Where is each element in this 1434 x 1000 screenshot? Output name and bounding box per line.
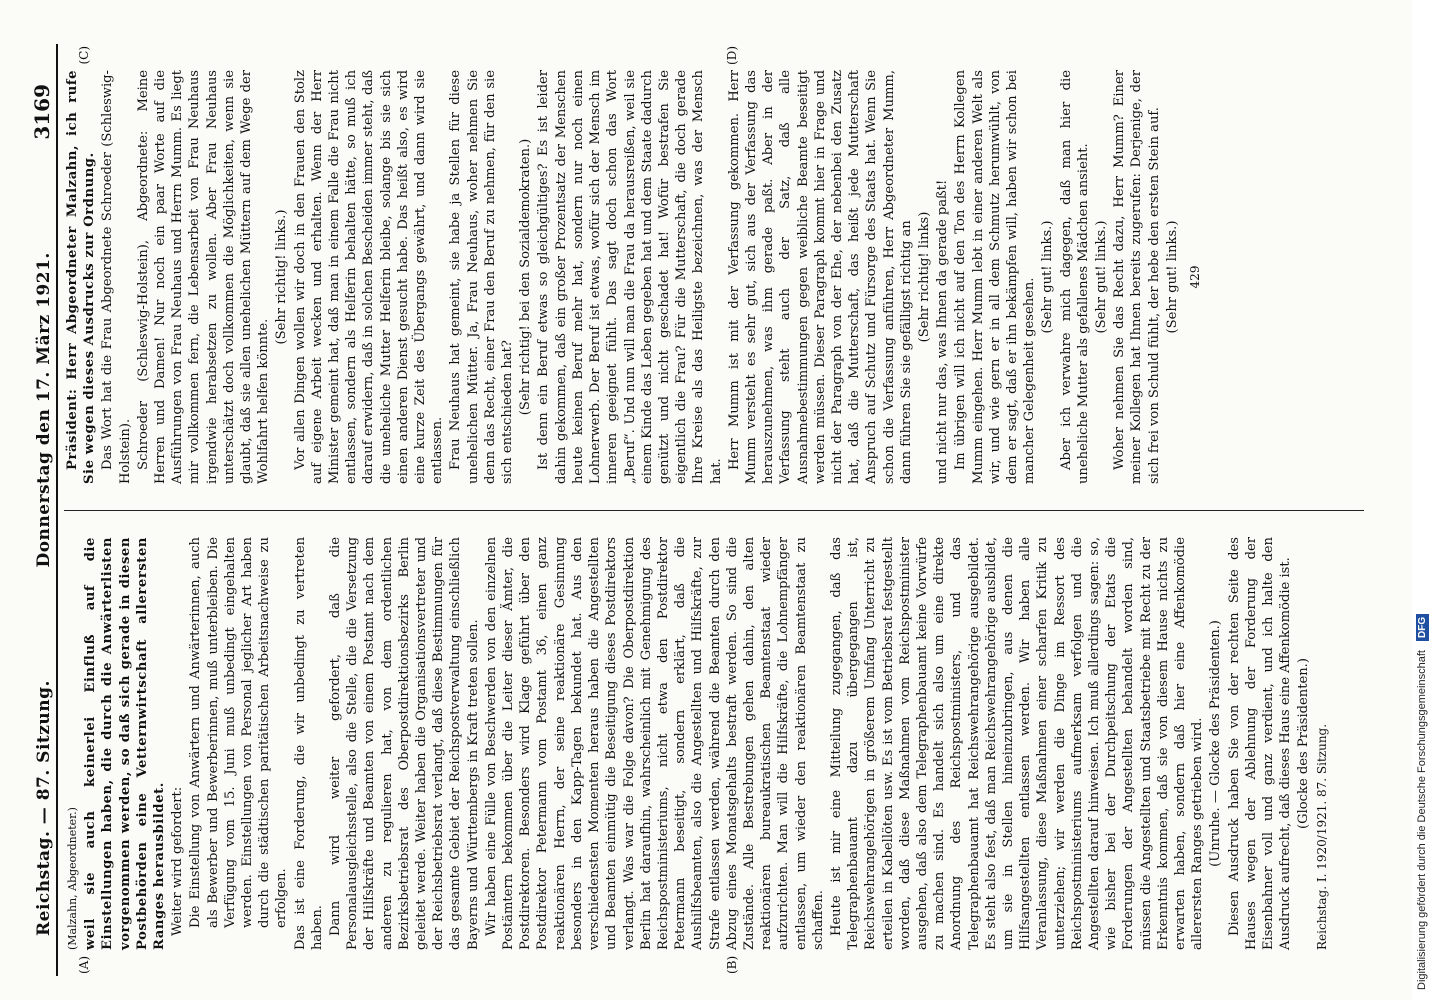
left-paragraph: Heute ist mir eine Mitteilung zugegangen, daß das Telegraphenbauamt dazu übergegangen ist, Reichswehrangehörigen in größerem Umfang Unterricht zu erteilen in Kabellöten usw. Es ist vom Betriebsrat festgestellt worden, daß diese Maßnahmen vom Reichspostminister ausgehen, daß also dem Telegraphenbauamt keine Vorwürfe zu machen sind. Es handelt sich also um eine direkte Anordnung des Reichspostministers, und das Telegraphenbauamt hat Reichswehrangehörige ausgebildet. Es steht also fest, daß man Reichswehrangehörige ausbildet, um sie in Stellen hineinzubringen, aus denen die Hilfsangestellten entlassen werden. Wir haben alle Veranlassung, diese Maßnahmen einer scharfen Kritik zu unterziehen; wir werden die Dinge im Ressort des Reichspostministeriums aufmerksam verfolgen und die Angestellten darauf hinweisen. Ich muß allerdings sagen: so, wie bisher bei der Durchpeitschung der Etats die Forderungen der Angestellten behandelt worden sind, müssen die Angestellten und Staatsbetriebe mit Recht zu der Erkenntnis kommen, daß sie von diesem Hause nichts zu erwarten haben, sondern daß hier eine Affenkomödie allerersten Ranges getrieben wird. [828, 537, 1206, 950]
speaker-line: (Malzahn, Abgeordneter.) [66, 807, 79, 950]
right-paragraph: Aber ich verwahre mich dagegen, daß man hier die uneheliche Mutter als gefallenes Mädchen ansieht. [1058, 70, 1091, 484]
left-paragraph: Die Einstellung von Anwärtern und Anwärterinnen, auch als Bewerber und Bewerberinnen, muß unterbleiben. Die Verfügung vom 15. Juni muß unbedingt eingehalten werden. Einstellungen von Personal jeglicher Art haben durch die städtischen paritätischen Arbeitsnachweise zu erfolgen. [188, 537, 290, 928]
digitization-credit [1412, 0, 1434, 1000]
right-paragraph: Im übrigen will ich nicht auf den Ton des Herrn Kollegen Mumm eingehen. Herr Mumm lebt in einer anderen Welt als wir, und wie gern er in all dem Schmutz herumwühlt, von dem er sagt, daß er ihn bekämpfen will, haben wir schon bei mancher Gelegenheit gesehen. [953, 70, 1038, 484]
right-paragraph: Ist denn ein Beruf etwas so gleichgültiges? Es ist leider dahin gekommen, daß ein großer Prozentsatz der Menschen heute keinen Beruf mehr hat, sondern nur noch einen Lohnerwerb. Der Beruf ist etwas, wofür sich der Mensch im inneren geeignet fühlt. Das sagt doch schon das Wort „Beruf“. Und nun will man die Frau da herausreißen, weil sie einem Kinde das Leben gegeben hat und dem Staate dadurch genützt und nicht geschadet hat! Wofür bestrafen Sie eigentlich die Frau? Für die Mutterschaft, die doch gerade Ihre Kreise als das Heiligste bezeichnen, was der Mensch hat. [536, 70, 724, 484]
dfg-logo: DFG [1416, 614, 1429, 641]
right-column [64, 44, 1364, 510]
left-paragraph: Wir haben eine Fülle von Beschwerden von den einzelnen Postämtern bekommen über die Leiter dieser Ämter, die Postdirektoren. Besonders wird Klage geführt über den Postdirektor Petermann vom Postamt 36, einen ganz reaktionären Herrn, der seine reaktionäre Gesinnung besonders in den Kapp-Tagen bekundet hat. Aus den verschiedensten Momenten heraus haben die Angestellten und Beamten einmütig die Beseitigung dieses Postdirektors verlangt. Was war die Folge davon? Die Oberpostdirektion Berlin hat daraufhin, wahrscheinlich mit Genehmigung des Reichspostministeriums, nicht etwa den Postdirektor Petermann beseitigt, sondern erklärt, daß die Aushilfsbeamten, also die Angestellten und Hilfskräfte, zur Strafe entlassen werden, während die Beamten durch den Abzug eines Monatsgehalts bestraft werden. So sind die Zustände. Alle Bestrebungen gehen dahin, den alten reaktionären bureaukratischen Beamtenstaat wieder aufzurichten. Man will die Hilfskräfte, die Lohnempfänger entlassen, um wieder den reaktionären Beamtenstaat zu schaffen. [483, 537, 826, 950]
interjection: (Sehr richtig! links.) [274, 209, 290, 345]
header-left: Reichstag. — 87. Sitzung. [34, 680, 54, 936]
right-paragraph: Frau Neuhaus hat gemeint, sie habe ja Stellen für diese unehelichen Mütter. Ja, Frau Neuhaus, woher nehmen Sie denn das Recht, einer Frau den Beruf zu nehmen, für den sie sich entschieden hat? [448, 70, 516, 484]
page-signature: 429 [1188, 265, 1202, 289]
interjection: (Glocke des Präsidenten.) [1296, 658, 1312, 829]
rotated-page-content [14, 30, 1394, 990]
page-header [24, 44, 58, 976]
margin-mark-a: (A) [77, 955, 91, 974]
right-paragraph: Vor allen Dingen wollen wir doch in den Frauen den Stolz auf eigene Arbeit wecken und erhalten. Wenn der Herr Minister gemeint hat, daß man in einem Falle die Frau nicht entlassen, sondern als Helferin behalten hätte, so muß ich darauf erwidern, daß in solchen Bescheiden immer steht, daß die uneheliche Mutter Helferin bleibe, solange bis sie sich einen anderen Dienst gesucht habe. Das heißt also, es wird eine kurze Zeit des Übergangs gewährt, und dann wird sie entlassen. [292, 70, 446, 484]
right-paragraph: Herr Mumm ist mit der Verfassung gekommen. Herr Mumm versteht es sehr gut, sich aus der Verfassung das herauszunehmen, was ihm gerade paßt. Aber in der Verfassung steht auch der Satz, daß alle Ausnahmebestimmungen gegen weibliche Beamte beseitigt werden müssen. Dieser Paragraph kommt hier in Frage und nicht der Paragraph von der Ehe, der nebenbei den Zusatz hat, daß die Mutterschaft, das heißt jede Mutterschaft Anspruch auf Schutz und Fürsorge des Staats hat. Wenn Sie schon die Verfassung anführen, Herr Abgeordneter Mumm, dann führen Sie sie gefälligst richtig an [726, 70, 914, 484]
right-paragraph: Das Wort hat die Frau Abgeordnete Schroeder (Schleswig-Holstein). [100, 70, 133, 484]
interjection: (Sehr gut! links.) [1093, 220, 1109, 334]
page-number: 3169 [30, 84, 54, 140]
interjection: (Sehr richtig! bei den Sozialdemokraten.) [518, 138, 534, 416]
left-paragraph: Diesen Ausdruck haben Sie von der rechten Seite des Hauses wegen der Ablehnung der Forderung der Eisenbahner voll und ganz verdient, und ich halte den Ausdruck aufrecht, daß dieses Haus eine Affenkomödie ist. [1226, 537, 1294, 950]
margin-mark-b: (B) [725, 955, 739, 974]
left-paragraph: Das ist eine Forderung, die wir unbedingt zu vertreten haben. [292, 537, 325, 950]
margin-mark-d: (D) [725, 46, 739, 65]
left-paragraph: Dann wird weiter gefordert, daß die Personalausgleichsstelle, also die Stelle, die die Versetzung der Hilfskräfte und Beamten von einem Postamt nach dem anderen zu regulieren hat, von dem ordentlichen Bezirksbetriebsrat des Oberpostdirektionsbezirks Berlin geleitet werde. Weiter haben die Organisationsvertreter und der Reichsbetriebsrat verlangt, daß diese Bestimmungen für das gesamte Gebiet der Reichspostverwaltung einschließlich Bayerns und Württembergs in Kraft treten sollen. [328, 537, 481, 950]
interjection: (Sehr gut! links.) [1040, 220, 1056, 334]
right-paragraph: Woher nehmen Sie das Recht dazu, Herr Mumm? Einer meiner Kollegen hat Ihnen bereits zugerufen: Derjenige, der sich frei von Schuld fühlt, der hebe den ersten Stein auf. [1112, 70, 1162, 484]
right-paragraph: Präsident: Herr Abgeordneter Malzahn, ich rufe Sie wegen dieses Ausdrucks zur Ordnung. [65, 70, 98, 484]
page-footer: Reichstag. I. 1920/1921. 87. Sitzung. [1314, 723, 1329, 950]
right-paragraph: und nicht nur das, was Ihnen da gerade paßt! [935, 179, 951, 484]
left-paragraph: weil sie auch keinerlei Einfluß auf die Einstellungen haben, die durch die Anwärterlisten vorgenommen werden, so daß sich gerade in diesen Postbehörden eine Vetternwirtschaft allerersten Ranges herausbildet. [83, 537, 168, 950]
credit-text: Digitalisierung gefördert durch die Deutsche Forschungsgemeinschaft [1416, 650, 1428, 990]
right-paragraph: Schroeder (Schleswig-Holstein), Abgeordnete: Meine Herren und Damen! Nur noch ein paar Worte auf die Ausführungen von Frau Neuhaus und Herrn Mumm. Es liegt mir vollkommen fern, die Lebensarbeit von Frau Neuhaus irgendwie herabsetzen zu wollen. Aber Frau Neuhaus unterschätzt doch vollkommen die Möglichkeiten, wenn sie glaubt, daß sie allen unehelichen Müttern auf dem Wege der Wohlfahrt helfen könnte. [135, 70, 272, 484]
margin-mark-c: (C) [77, 46, 91, 65]
interjection: (Sehr gut! links.) [1164, 220, 1180, 334]
left-paragraph: Weiter wird gefordert: [170, 786, 186, 936]
interjection: (Sehr richtig! links) [916, 211, 932, 343]
left-column [64, 510, 1364, 976]
header-center: Donnerstag den 17. März 1921. [34, 252, 54, 568]
credit-text-wrap [1416, 0, 1429, 990]
interjection: (Unruhe. — Glocke des Präsidenten.) [1208, 620, 1224, 867]
two-column-body [64, 44, 1364, 976]
